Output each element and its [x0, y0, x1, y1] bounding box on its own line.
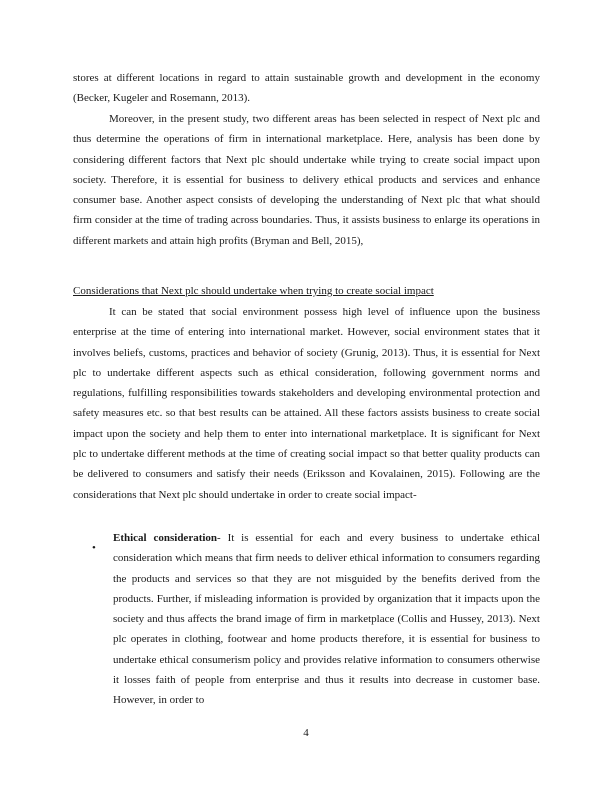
list-item: [113, 528, 540, 711]
page-number: 4: [303, 727, 309, 739]
bullet-marker: •: [92, 542, 96, 554]
bullet-term: Ethical consideration: [113, 532, 218, 544]
section-heading: Considerations that Next plc should undertake when trying to create social impact: [73, 285, 434, 297]
bullet-body: - It is essential for each and every business to undertake ethical consideration which means that firm needs to deliver ethical information to consumers regarding the products and services so that they are not misguided by the benefits derived from the products. Further, if misleading information is provided by organization that it impacts upon the society and thus affects the brand image of firm in marketplace (Collis and Hussey, 2013). Next plc operates in clothing, footwear and home products therefore, it is essential for business to undertake ethical consumerism policy and provides relative information to consumers otherwise it losses faith of people from enterprise and thus it results into decrease in customer base. However, in order to: [113, 532, 540, 707]
paragraph-study: Moreover, in the present study, two different areas has been selected in respect of Next plc and thus determine the operations of firm in international marketplace. Here, analysis has been done by considering different factors that Next plc should undertake while trying to create social impact upon society. Therefore, it is essential for business to delivery ethical products and services and enhance consumer base. Another aspect consists of developing the understanding of Next plc that what should firm consider at the time of trading across boundaries. Thus, it assists business to enlarge its operations in different markets and attain high profits (Bryman and Bell, 2015),: [73, 113, 540, 247]
paragraph-continued: stores at different locations in regard to attain sustainable growth and development in the economy (Becker, Kugeler and Rosemann, 2013).: [73, 72, 540, 105]
paragraph-social-environment: It can be stated that social environment possess high level of influence upon the business enterprise at the time of entering into international market. However, social environment states that it involves beliefs, customs, practices and behavior of society (Grunig, 2013). Thus, it is essential for Next plc to undertake different aspects such as ethical consideration, following government norms and regulations, fulfilling responsibilities towards stakeholders and developing environmental protection and safety measures etc. so that best results can be attained. All these factors assists business to create social impact upon the society and help them to enter into international marketplace. It is significant for Next plc to undertake different methods at the time of creating social impact so that better quality products can be delivered to consumers and satisfy their needs (Eriksson and Kovalainen, 2015). Following are the considerations that Next plc should undertake in order to create social impact-: [73, 306, 540, 501]
